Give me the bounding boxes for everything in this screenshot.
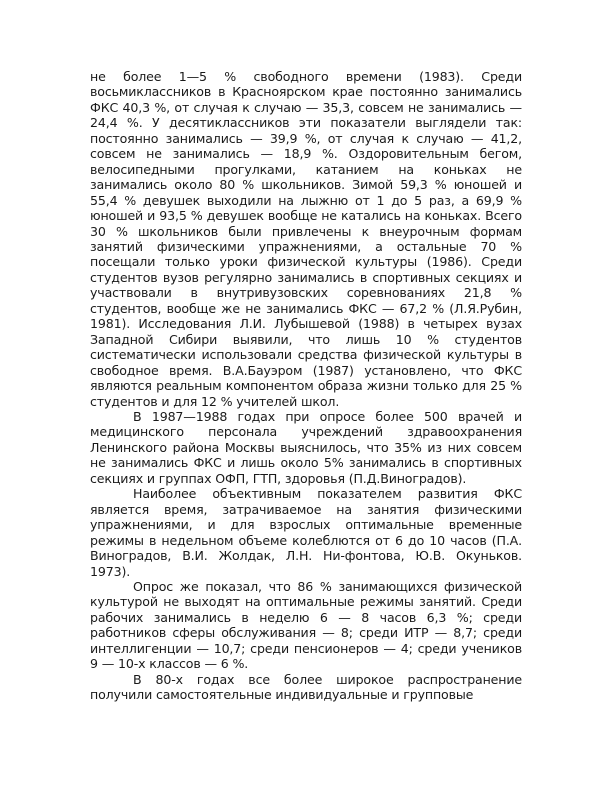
- paragraph-time-indicator: Наиболее объективным показателем развития ФКС является время, затрачиваемое на занятия физическими упражнениями, и для взрослых оптимальные временные режимы в недельном объеме колеблются от 6 до 10 часов (П.А. Виноградов, В.И. Жолдак, Л.Н. Ни-фонтова, Ю.В. Окуньков. 1973).: [90, 486, 522, 579]
- paragraph-80s-forms: В 80-х годах все более широкое распространение получили самостоятельные индивидуальные и групповые: [90, 671, 522, 703]
- document-page: [90, 69, 522, 703]
- paragraph-statistics-students: не более 1—5 % свободного времени (1983). Среди восьмиклассников в Красноярском крае постоянно занимались ФКС 40,3 %, от случая к случаю — 35,3, совсем не занимались — 24,4 %. У десятиклассников эти показатели выглядели так: постоянно занимались — 39,9 %, от случая к случаю — 41,2, совсем не занимались — 18,9 %. Оздоровительным бегом, велосипедными прогулками, катанием на коньках не занимались около 80 % школьников. Зимой 59,3 % юношей и 55,4 % девушек выходили на лыжню от 1 до 5 раз, а 69,9 % юношей и 93,5 % девушек вообще не катались на коньках. Всего 30 % школьников были привлечены к внеурочным формам занятий физическими упражнениями, а остальные 70 % посещали только уроки физической культуры (1986). Среди студентов вузов регулярно занимались в спортивных секциях и участвовали в внутривузовских соревнованиях 21,8 % студентов, вообще же не занимались ФКС — 67,2 % (Л.Я.Рубин, 1981). Исследования Л.И. Лубышевой (1988) в четырех вузах Западной Сибири выявили, что лишь 10 % студентов систематически использовали средства физической культуры в свободное время. В.А.Бауэром (1987) установлено, что ФКС являются реальным компонентом образа жизни только для 25 % студентов и для 12 % учителей школ.: [90, 69, 522, 409]
- paragraph-survey-results: Опрос же показал, что 86 % занимающихся физической культурой не выходят на оптимальные режимы занятий. Среди рабочих занимались в неделю 6 — 8 часов 6,3 %; среди работников сферы обслуживания — 8; среди ИТР — 8,7; среди интеллигенции — 10,7; среди пенсионеров — 4; среди учеников 9 — 10-х классов — 6 %.: [90, 578, 522, 672]
- paragraph-medical-staff: В 1987—1988 годах при опросе более 500 врачей и медицинского персонала учреждений здравоохранения Ленинского района Москвы выяснилось, что 35% из них совсем не занимались ФКС и лишь около 5% занимались в спортивных секциях и группах ОФП, ГТП, здоровья (П.Д.Виноградов).: [90, 408, 522, 486]
